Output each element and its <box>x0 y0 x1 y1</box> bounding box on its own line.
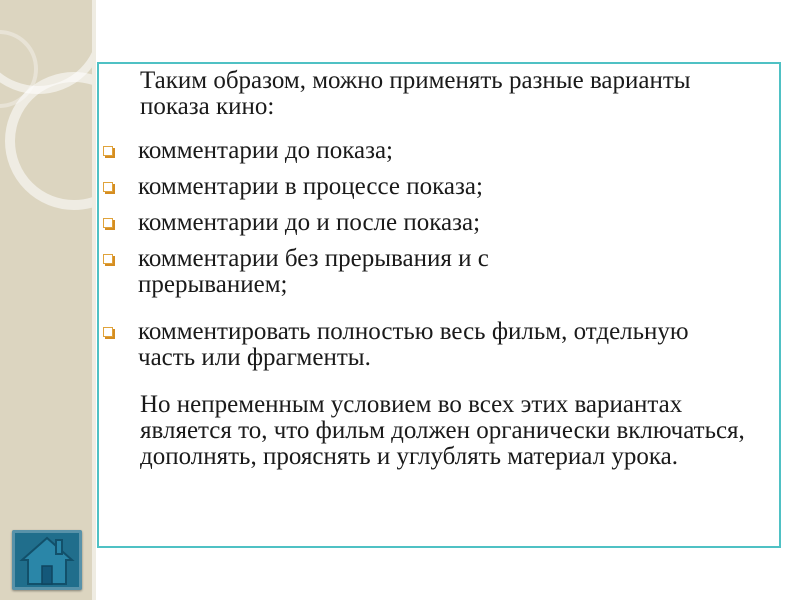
square-bullet-icon <box>103 146 113 156</box>
slide-content-box <box>97 62 781 548</box>
home-button[interactable] <box>12 530 82 590</box>
bullet-text: комментарии в процессе показа; <box>138 173 483 200</box>
bullet-item <box>110 138 750 164</box>
square-bullet-icon <box>103 218 113 228</box>
bullet-text: комментарии до показа; <box>138 137 393 164</box>
bullet-text: комментарии без прерывания и с прерыванием; <box>138 245 489 298</box>
conclusion-paragraph <box>110 392 780 470</box>
bullet-text: комментировать полностью весь фильм, отдельную часть или фрагменты. <box>138 318 689 371</box>
square-bullet-icon <box>103 327 113 337</box>
bullet-item <box>110 210 750 236</box>
panel-divider <box>92 0 96 600</box>
bullet-item <box>110 174 750 200</box>
intro-paragraph <box>110 68 760 120</box>
decorative-side-panel <box>0 0 92 600</box>
bullet-item <box>110 319 730 371</box>
square-bullet-icon <box>103 254 113 264</box>
square-bullet-icon <box>103 182 113 192</box>
conclusion-text: Но непременным условием во всех этих вариантах является то, что фильм должен органически включаться, дополнять, прояснять и углублять материал урока. <box>140 391 745 470</box>
intro-text: Таким образом, можно применять разные варианты показа кино: <box>140 67 691 120</box>
house-icon <box>18 532 76 588</box>
bullet-item <box>110 246 610 298</box>
bullet-text: комментарии до и после показа; <box>138 209 481 236</box>
